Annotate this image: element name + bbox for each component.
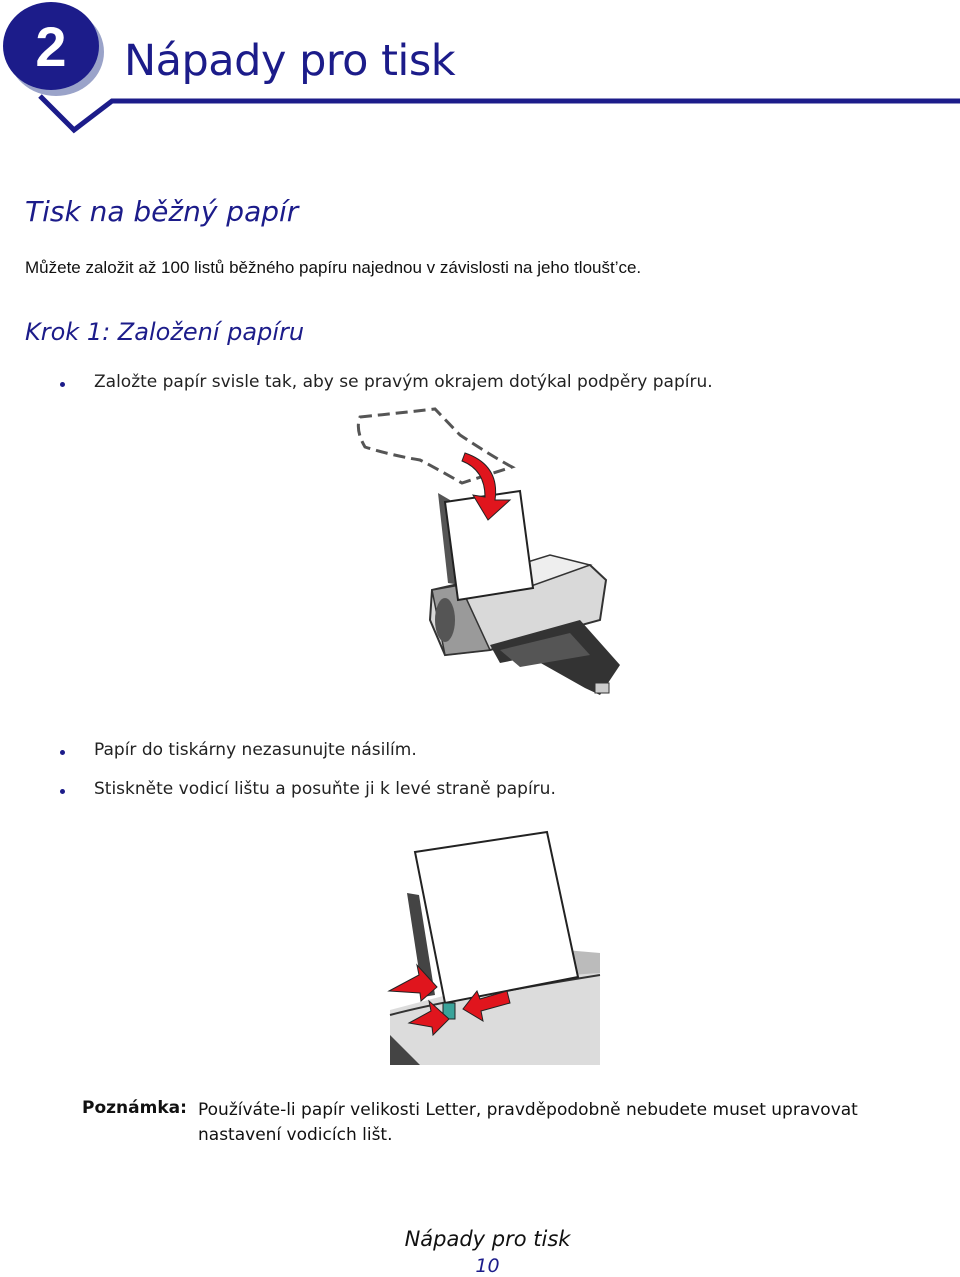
note-label: Poznámka: [82, 1098, 187, 1118]
bullet-icon [60, 750, 65, 755]
paper-guide-illustration [385, 825, 605, 1070]
chapter-title: Nápady pro tisk [124, 36, 456, 86]
page-number: 10 [475, 1255, 500, 1277]
note-text: Používáte-li papír velikosti Letter, pravděpodobně nebudete muset upravovat nastavení vodicích lišt. [198, 1100, 858, 1145]
intro-paragraph: Můžete založit až 100 listů běžného papíru najednou v závislosti na jeho tloušt’ce. [25, 258, 642, 277]
paper-sheet [415, 832, 578, 1003]
bullet-icon [60, 789, 65, 794]
bullet-text: Papír do tiskárny nezasunujte násilím. [94, 740, 417, 760]
section-title: Tisk na běžný papír [25, 195, 299, 228]
footer-title: Nápady pro tisk [404, 1227, 571, 1251]
step-title: Krok 1: Založení papíru [25, 318, 305, 346]
chapter-number: 2 [35, 15, 67, 78]
bullet-text: Stiskněte vodicí lištu a posuňte ji k levé straně papíru. [94, 779, 556, 799]
bullet-icon [60, 382, 65, 387]
printer-loading-illustration [350, 405, 640, 705]
bullet-text: Založte papír svisle tak, aby se pravým okrajem dotýkal podpěry papíru. [94, 372, 713, 392]
